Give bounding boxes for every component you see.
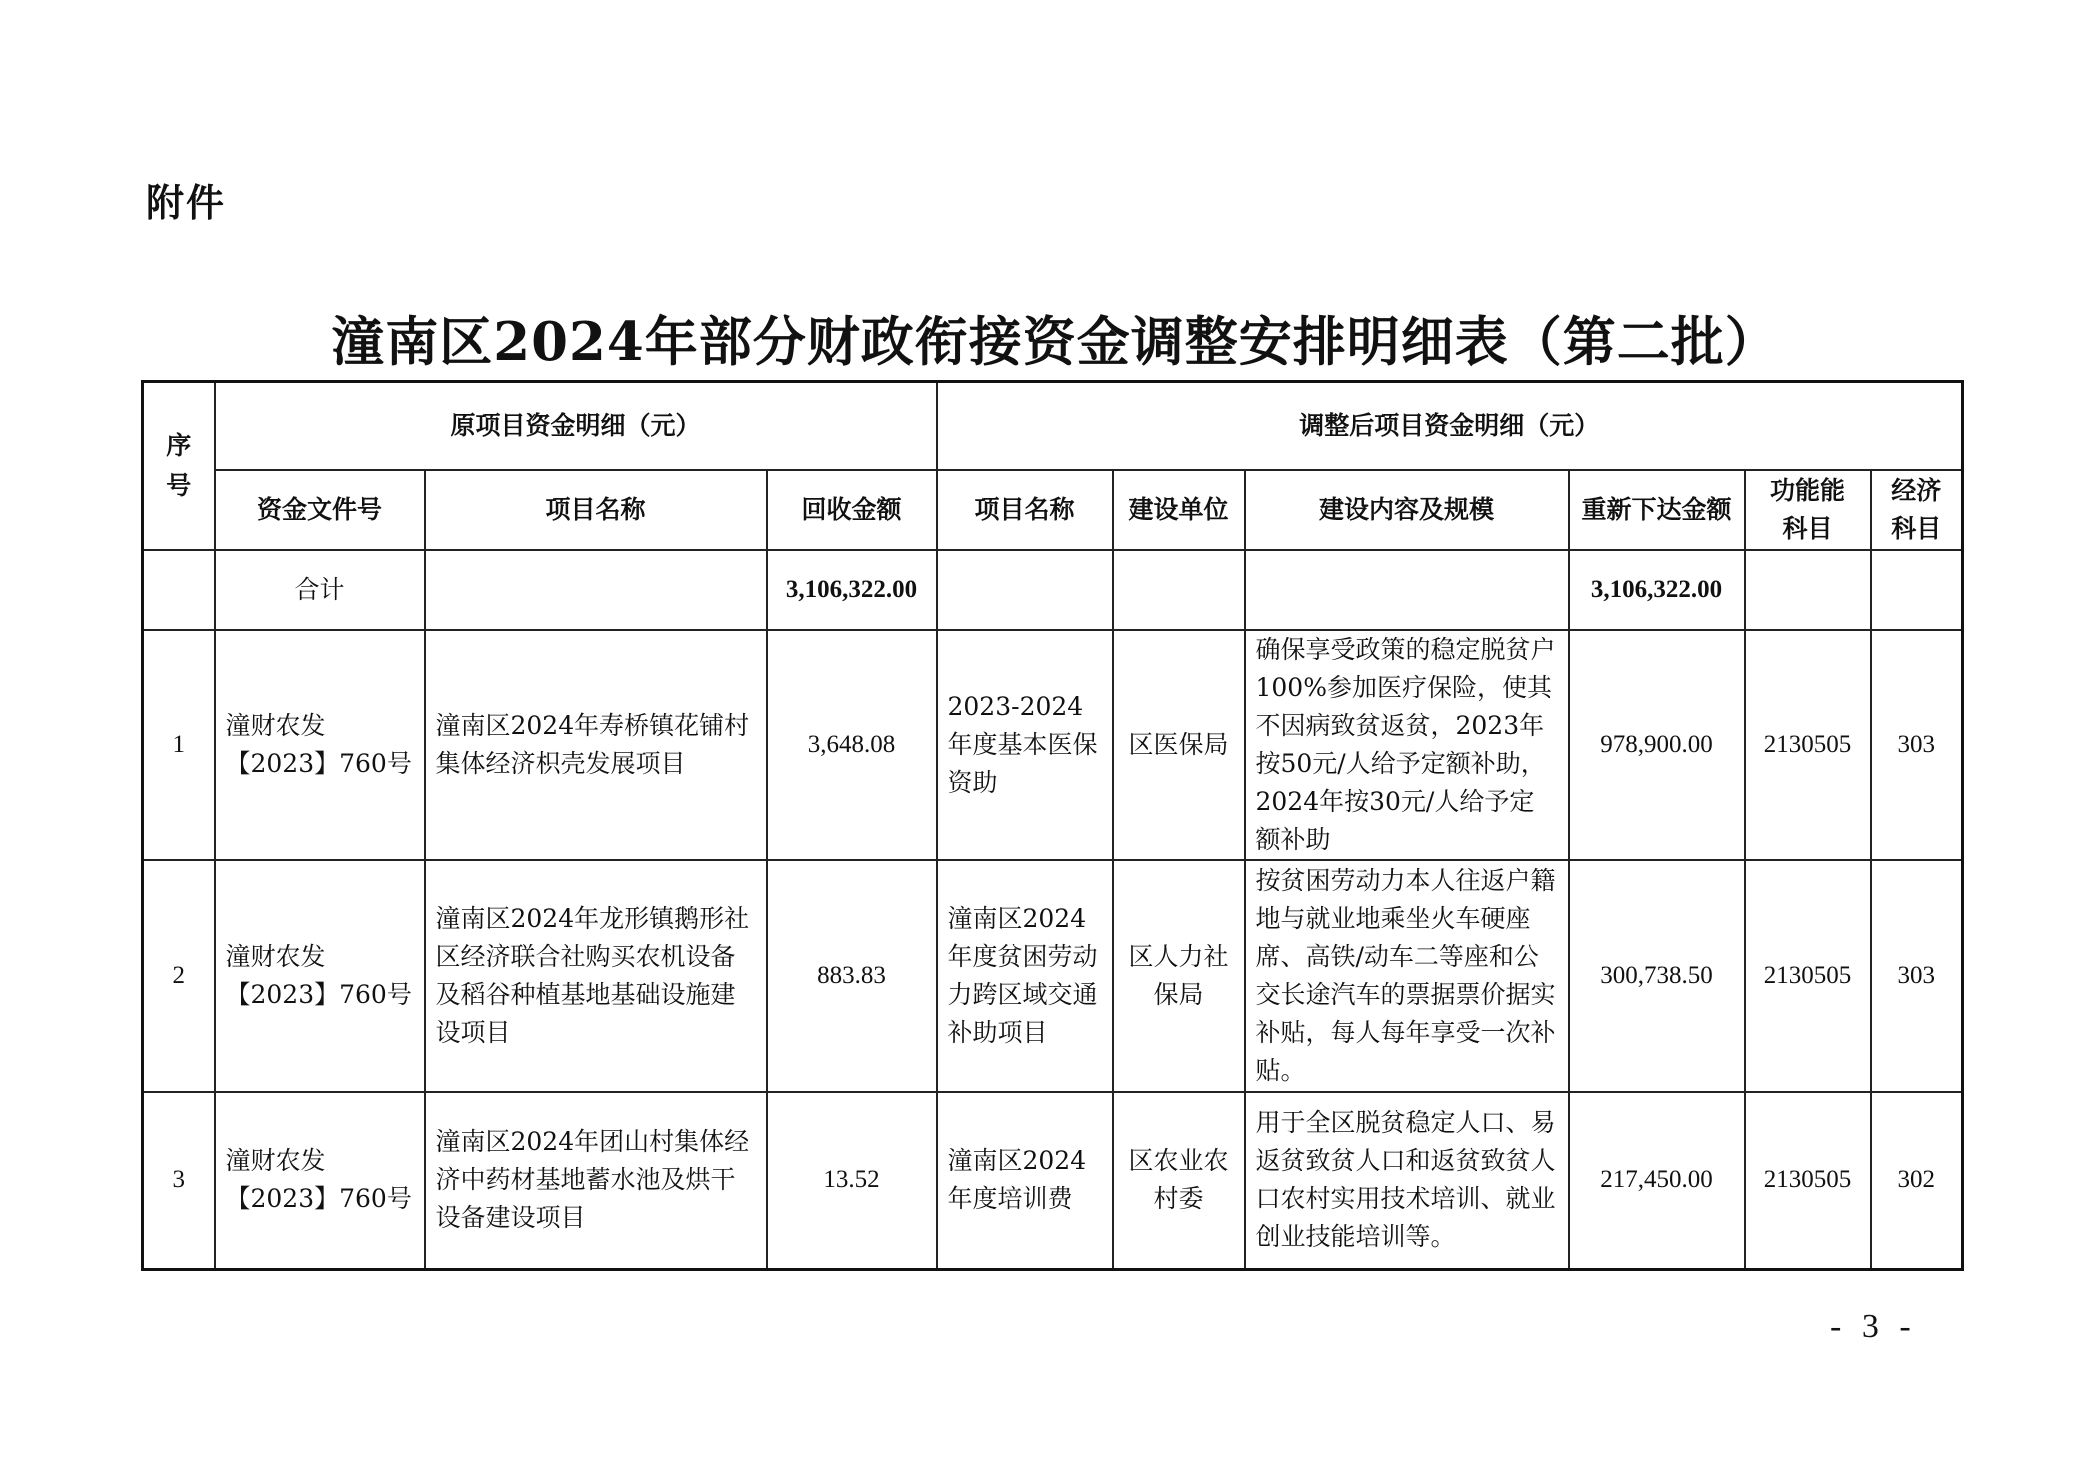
row-seq: 3	[143, 1092, 215, 1270]
row-new-project-name: 2023-2024年度基本医保资助	[937, 630, 1113, 860]
table-row	[143, 1092, 1963, 1270]
table-row	[143, 630, 1963, 860]
total-recovered-amount: 3,106,322.00	[767, 550, 937, 630]
header-economic-subject: 经济科目	[1871, 470, 1963, 550]
row-content-scale: 确保享受政策的稳定脱贫户100%参加医疗保险，使其不因病致贫返贫，2023年按50元/人给予定额补助，2024年按30元/人给予定额补助	[1245, 630, 1569, 860]
header-construction-unit: 建设单位	[1113, 470, 1245, 550]
row-construction-unit: 区农业农村委	[1113, 1092, 1245, 1270]
total-empty-cell	[937, 550, 1113, 630]
header-reissued-amount: 重新下达金额	[1569, 470, 1745, 550]
row-construction-unit: 区医保局	[1113, 630, 1245, 860]
row-seq: 2	[143, 860, 215, 1092]
row-fund-doc-no: 潼财农发【2023】760号	[215, 1092, 425, 1270]
row-content-scale: 用于全区脱贫稳定人口、易返贫致贫人口和返贫致贫人口农村实用技术培训、就业创业技能培训等。	[1245, 1092, 1569, 1270]
total-seq-cell	[143, 550, 215, 630]
row-fund-doc-no: 潼财农发【2023】760号	[215, 630, 425, 860]
row-fund-doc-no: 潼财农发【2023】760号	[215, 860, 425, 1092]
row-economic-subject: 302	[1871, 1092, 1963, 1270]
row-functional-subject: 2130505	[1745, 630, 1871, 860]
row-recovered-amount: 13.52	[767, 1092, 937, 1270]
total-empty-cell	[1745, 550, 1871, 630]
header-original-group: 原项目资金明细（元）	[215, 382, 937, 470]
header-fund-doc-no: 资金文件号	[215, 470, 425, 550]
row-orig-project-name: 潼南区2024年龙形镇鹅形社区经济联合社购买农机设备及稻谷种植基地基础设施建设项目	[425, 860, 767, 1092]
total-empty-cell	[1871, 550, 1963, 630]
row-reissued-amount: 978,900.00	[1569, 630, 1745, 860]
total-reissued-amount: 3,106,322.00	[1569, 550, 1745, 630]
row-orig-project-name: 潼南区2024年寿桥镇花铺村集体经济枳壳发展项目	[425, 630, 767, 860]
header-row-groups	[143, 382, 1963, 470]
document-title: 潼南区2024年部分财政衔接资金调整安排明细表（第二批）	[331, 311, 1779, 373]
total-empty-cell	[425, 550, 767, 630]
row-functional-subject: 2130505	[1745, 1092, 1871, 1270]
header-adjusted-group: 调整后项目资金明细（元）	[937, 382, 1963, 470]
attachment-label: 附件	[146, 181, 227, 225]
header-recovered-amount: 回收金额	[767, 470, 937, 550]
total-label: 合计	[215, 550, 425, 630]
row-new-project-name: 潼南区2024年度培训费	[937, 1092, 1113, 1270]
row-functional-subject: 2130505	[1745, 860, 1871, 1092]
row-seq: 1	[143, 630, 215, 860]
header-row-columns	[143, 470, 1963, 550]
header-seq: 序号	[143, 382, 215, 550]
header-orig-project-name: 项目名称	[425, 470, 767, 550]
header-functional-subject: 功能能科目	[1745, 470, 1871, 550]
row-economic-subject: 303	[1871, 630, 1963, 860]
row-reissued-amount: 300,738.50	[1569, 860, 1745, 1092]
header-new-project-name: 项目名称	[937, 470, 1113, 550]
fund-adjustment-table	[141, 380, 1964, 1271]
row-construction-unit: 区人力社保局	[1113, 860, 1245, 1092]
row-recovered-amount: 883.83	[767, 860, 937, 1092]
row-reissued-amount: 217,450.00	[1569, 1092, 1745, 1270]
page-number: - 3 -	[1830, 1308, 1917, 1345]
row-orig-project-name: 潼南区2024年团山村集体经济中药材基地蓄水池及烘干设备建设项目	[425, 1092, 767, 1270]
row-economic-subject: 303	[1871, 860, 1963, 1092]
total-row	[143, 550, 1963, 630]
row-content-scale: 按贫困劳动力本人往返户籍地与就业地乘坐火车硬座席、高铁/动车二等座和公交长途汽车的票据票价据实补贴，每人每年享受一次补贴。	[1245, 860, 1569, 1092]
total-empty-cell	[1245, 550, 1569, 630]
header-content-scale: 建设内容及规模	[1245, 470, 1569, 550]
row-recovered-amount: 3,648.08	[767, 630, 937, 860]
total-empty-cell	[1113, 550, 1245, 630]
table-row	[143, 860, 1963, 1092]
row-new-project-name: 潼南区2024年度贫困劳动力跨区域交通补助项目	[937, 860, 1113, 1092]
